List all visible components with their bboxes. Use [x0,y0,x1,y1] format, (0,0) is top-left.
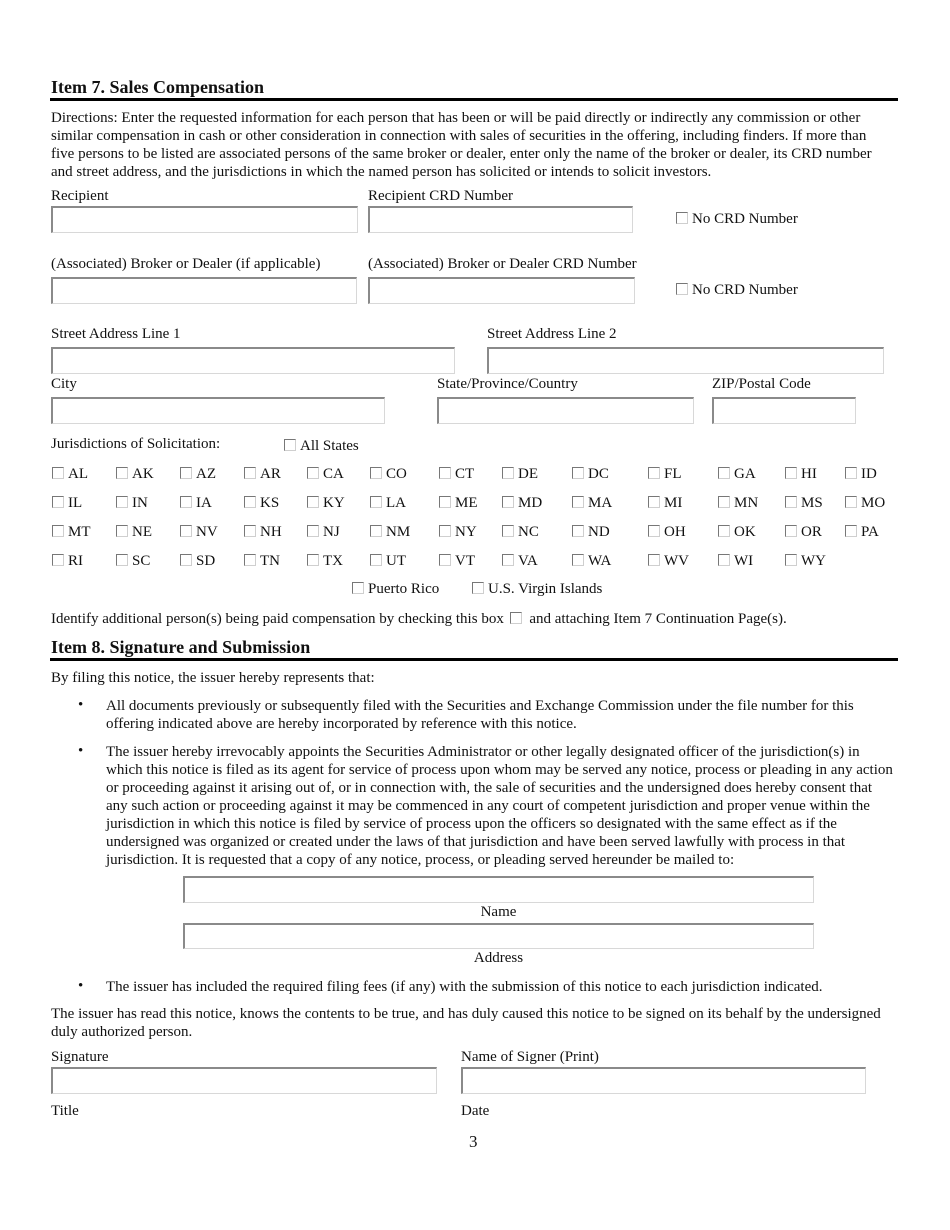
state-tn[interactable] [244,553,280,570]
state-md[interactable] [502,495,542,512]
no-crd-number-2[interactable] [676,282,798,299]
state-wi-checkbox[interactable] [718,554,730,566]
jurisdictions-label: Jurisdictions of Solicitation: [51,436,221,452]
street1-input[interactable] [51,347,455,374]
state-ok-checkbox[interactable] [718,525,730,537]
date-label: Date [461,1103,490,1119]
state-de-checkbox[interactable] [502,467,514,479]
item7-rule [50,98,898,101]
state-nh[interactable] [244,524,282,541]
state-or-checkbox[interactable] [785,525,797,537]
state-label: NE [132,524,152,540]
state-ny-checkbox[interactable] [439,525,451,537]
bullet-3-text: The issuer has included the required filing fees (if any) with the submission of this notice to each jurisdiction indicated. [106,979,823,995]
state-label: KS [260,495,280,511]
state-ut[interactable] [370,553,406,570]
state-nc-checkbox[interactable] [502,525,514,537]
state-label: MD [518,495,543,511]
state-ks[interactable] [244,495,279,512]
state-label: AR [260,466,281,482]
bullet-2-text: The issuer hereby irrevocably appoints the Securities Administrator or other legally designated officer of the jurisdiction(s) in which this notice is filed as its agent for service of process upon whom may be served any notice, process or pleading in any action or proceeding against it arising out of, or in connection with, the sale of securities and the undersigned does hereby consent that any such action or proceeding against it may be commenced in any court of competent jurisdiction and proper venue within the jurisdiction in which this notice is filed by service of process upon the officers so designated with the same effect as if the undersigned was organized or created under the laws of that jurisdiction and have been served lawfully with process in that jurisdiction. It is requested that a copy of any notice, process, or pleading served hereunder be mailed to: [106,744,893,868]
bullet-3-marker: • [78,978,84,994]
item8-rule [50,658,898,661]
state-al-checkbox[interactable] [52,467,64,479]
state-label: WV [664,553,689,569]
puerto-rico[interactable] [352,581,439,598]
state-tn-checkbox[interactable] [244,554,256,566]
state-nc[interactable] [502,524,539,541]
state-label: IL [68,495,83,511]
broker-label: (Associated) Broker or Dealer (if applicable) [51,256,321,272]
state-label: CT [455,466,475,482]
state-nd[interactable] [572,524,610,541]
state-mn[interactable] [718,495,758,512]
title-label: Title [51,1103,79,1119]
city-input[interactable] [51,397,385,424]
state-dc-checkbox[interactable] [572,467,584,479]
state-label: DE [518,466,538,482]
state-nh-checkbox[interactable] [244,525,256,537]
state-wv-checkbox[interactable] [648,554,660,566]
state-label: PA [861,524,879,540]
state-nm-checkbox[interactable] [370,525,382,537]
state-label: WI [734,553,754,569]
state-la-checkbox[interactable] [370,496,382,508]
state-nj-checkbox[interactable] [307,525,319,537]
recipient-crd-input[interactable] [368,206,633,233]
state-wa[interactable] [572,553,611,570]
state-label: MI [664,495,683,511]
item7-heading: Item 7. Sales Compensation [51,77,265,97]
state-wy-checkbox[interactable] [785,554,797,566]
state-label: MA [588,495,613,511]
state-label: AZ [196,466,216,482]
state-ia[interactable] [180,495,212,512]
state-id[interactable] [845,466,877,483]
state-label: OK [734,524,756,540]
broker-crd-label: (Associated) Broker or Dealer CRD Number [368,256,637,272]
state-sc[interactable] [116,553,150,570]
state-label: IA [196,495,212,511]
state-label: DC [588,466,609,482]
state-label: TN [260,553,280,569]
state-pa[interactable] [845,524,879,541]
state-or[interactable] [785,524,822,541]
state-label: ME [455,495,478,511]
state-ky-checkbox[interactable] [307,496,319,508]
agent-name-label: Name [480,904,517,920]
state-wi[interactable] [718,553,753,570]
additional-persons-pre: Identify additional person(s) being paid compensation by checking this box [51,611,504,627]
broker-crd-input[interactable] [368,277,635,304]
agent-address-label: Address [473,950,524,966]
state-label: NM [386,524,411,540]
state-me[interactable] [439,495,478,512]
state-label: IN [132,495,148,511]
additional-persons-line [51,611,787,628]
state-label: OR [801,524,822,540]
recipient-crd-label: Recipient CRD Number [368,188,513,204]
state-sd-checkbox[interactable] [180,554,192,566]
street2-label: Street Address Line 2 [487,326,617,342]
state-md-checkbox[interactable] [502,496,514,508]
state-label: LA [386,495,406,511]
state-label: NV [196,524,218,540]
state-oh-checkbox[interactable] [648,525,660,537]
state-ny[interactable] [439,524,477,541]
state-label: NC [518,524,539,540]
state-de[interactable] [502,466,538,483]
state-hi-checkbox[interactable] [785,467,797,479]
agent-address-input[interactable] [183,923,814,949]
zip-label: ZIP/Postal Code [712,376,811,392]
state-label: CO [386,466,407,482]
state-az[interactable] [180,466,216,483]
state-label: TX [323,553,343,569]
state-label: WA [588,553,612,569]
state-tx-checkbox[interactable] [307,554,319,566]
state-ri-checkbox[interactable] [52,554,64,566]
state-label: AL [68,466,88,482]
state-va-checkbox[interactable] [502,554,514,566]
state-nm[interactable] [370,524,410,541]
state-mt[interactable] [52,524,91,541]
state-mi-checkbox[interactable] [648,496,660,508]
state-label: OH [664,524,686,540]
state-label: NJ [323,524,340,540]
state-label: CA [323,466,344,482]
state-nd-checkbox[interactable] [572,525,584,537]
state-vt[interactable] [439,553,475,570]
state-label: AK [132,466,154,482]
street1-label: Street Address Line 1 [51,326,181,342]
broker-input[interactable] [51,277,357,304]
item8-intro: By filing this notice, the issuer hereby represents that: [51,670,375,686]
signature-input[interactable] [51,1067,437,1094]
street2-input[interactable] [487,347,884,374]
state-nv[interactable] [180,524,218,541]
state-ok[interactable] [718,524,756,541]
state-dc[interactable] [572,466,609,483]
puerto-rico-label: Puerto Rico [368,581,440,597]
state-la[interactable] [370,495,406,512]
state-il[interactable] [52,495,82,512]
state-label: MN [734,495,759,511]
state-nj[interactable] [307,524,340,541]
state-ar-checkbox[interactable] [244,467,256,479]
zip-input[interactable] [712,397,856,424]
state-wa-checkbox[interactable] [572,554,584,566]
state-ca[interactable] [307,466,344,483]
state-oh[interactable] [648,524,686,541]
city-label: City [51,376,77,392]
state-pa-checkbox[interactable] [845,525,857,537]
virgin-islands-checkbox[interactable] [472,582,484,594]
state-ne[interactable] [116,524,152,541]
state-in-checkbox[interactable] [116,496,128,508]
state-ak-checkbox[interactable] [116,467,128,479]
state-hi[interactable] [785,466,817,483]
state-label: MS [801,495,823,511]
state-wv[interactable] [648,553,689,570]
no-crd-number-1[interactable] [676,211,798,228]
state-ct-checkbox[interactable] [439,467,451,479]
state-ky[interactable] [307,495,345,512]
state-mn-checkbox[interactable] [718,496,730,508]
state-va[interactable] [502,553,538,570]
state-ms-checkbox[interactable] [785,496,797,508]
state-label: MT [68,524,91,540]
state-label: FL [664,466,682,482]
page-number: 3 [469,1132,478,1151]
state-label: KY [323,495,345,511]
state-fl[interactable] [648,466,682,483]
state-label: ND [588,524,610,540]
state-ri[interactable] [52,553,83,570]
state-ks-checkbox[interactable] [244,496,256,508]
no-crd-2-label: No CRD Number [692,282,798,298]
state-wy[interactable] [785,553,826,570]
state-vt-checkbox[interactable] [439,554,451,566]
state-label: VT [455,553,475,569]
bullet-2-marker: • [78,743,84,759]
item7-directions: Directions: Enter the requested information for each person that has been or will be paid directly or indirectly any commission or other similar compensation in cash or other consideration in connection with sales of securities in the offering, including finders. If more than five persons to be listed are associated persons of the same broker or dealer, enter only the name of the broker or dealer, its CRD number and street address, and the jurisdictions in which the named person has solicited or intends to solicit investors. [51,110,872,180]
bullet-1-marker: • [78,697,84,713]
virgin-islands-label: U.S. Virgin Islands [488,581,603,597]
state-sd[interactable] [180,553,215,570]
additional-persons-checkbox[interactable] [510,612,522,624]
state-il-checkbox[interactable] [52,496,64,508]
state-ar[interactable] [244,466,281,483]
state-ia-checkbox[interactable] [180,496,192,508]
signer-input[interactable] [461,1067,866,1094]
state-label: NY [455,524,477,540]
all-states-label: All States [300,438,359,454]
state-label: HI [801,466,817,482]
state-ut-checkbox[interactable] [370,554,382,566]
state-sc-checkbox[interactable] [116,554,128,566]
state-tx[interactable] [307,553,343,570]
state-ma[interactable] [572,495,612,512]
state-label: WY [801,553,826,569]
state-ak[interactable] [116,466,154,483]
additional-persons-post: and attaching Item 7 Continuation Page(s). [529,611,787,627]
state-me-checkbox[interactable] [439,496,451,508]
state-id-checkbox[interactable] [845,467,857,479]
state-mt-checkbox[interactable] [52,525,64,537]
state-label: State/Province/Country [437,376,578,392]
state-az-checkbox[interactable] [180,467,192,479]
state-input[interactable] [437,397,694,424]
state-ne-checkbox[interactable] [116,525,128,537]
state-label: SC [132,553,151,569]
bullet-1-text: All documents previously or subsequently filed with the Securities and Exchange Commission under the file number for this offering indicated above are hereby incorporated by reference with this notice. [106,698,854,732]
state-ca-checkbox[interactable] [307,467,319,479]
state-ma-checkbox[interactable] [572,496,584,508]
state-ga[interactable] [718,466,756,483]
state-label: RI [68,553,83,569]
closing-statement: The issuer has read this notice, knows the contents to be true, and has duly caused this notice to be signed on its behalf by the undersigned duly authorized person. [51,1006,881,1040]
item8-heading: Item 8. Signature and Submission [51,637,311,657]
state-label: MO [861,495,886,511]
signature-label: Signature [51,1049,109,1065]
no-crd-1-checkbox[interactable] [676,212,688,224]
state-mo[interactable] [845,495,885,512]
state-label: ID [861,466,877,482]
virgin-islands[interactable] [472,581,602,598]
state-mo-checkbox[interactable] [845,496,857,508]
state-ga-checkbox[interactable] [718,467,730,479]
state-label: NH [260,524,282,540]
state-nv-checkbox[interactable] [180,525,192,537]
state-co-checkbox[interactable] [370,467,382,479]
state-label: GA [734,466,756,482]
all-states-checkbox[interactable] [284,439,296,451]
state-ms[interactable] [785,495,823,512]
state-ct[interactable] [439,466,474,483]
all-states[interactable] [284,438,359,455]
recipient-label: Recipient [51,188,109,204]
state-mi[interactable] [648,495,682,512]
state-fl-checkbox[interactable] [648,467,660,479]
signer-label: Name of Signer (Print) [461,1049,599,1065]
no-crd-2-checkbox[interactable] [676,283,688,295]
state-label: SD [196,553,216,569]
puerto-rico-checkbox[interactable] [352,582,364,594]
no-crd-1-label: No CRD Number [692,211,798,227]
recipient-input[interactable] [51,206,358,233]
state-in[interactable] [116,495,148,512]
state-al[interactable] [52,466,88,483]
state-label: UT [386,553,406,569]
state-label: VA [518,553,538,569]
agent-name-input[interactable] [183,876,814,903]
state-co[interactable] [370,466,407,483]
